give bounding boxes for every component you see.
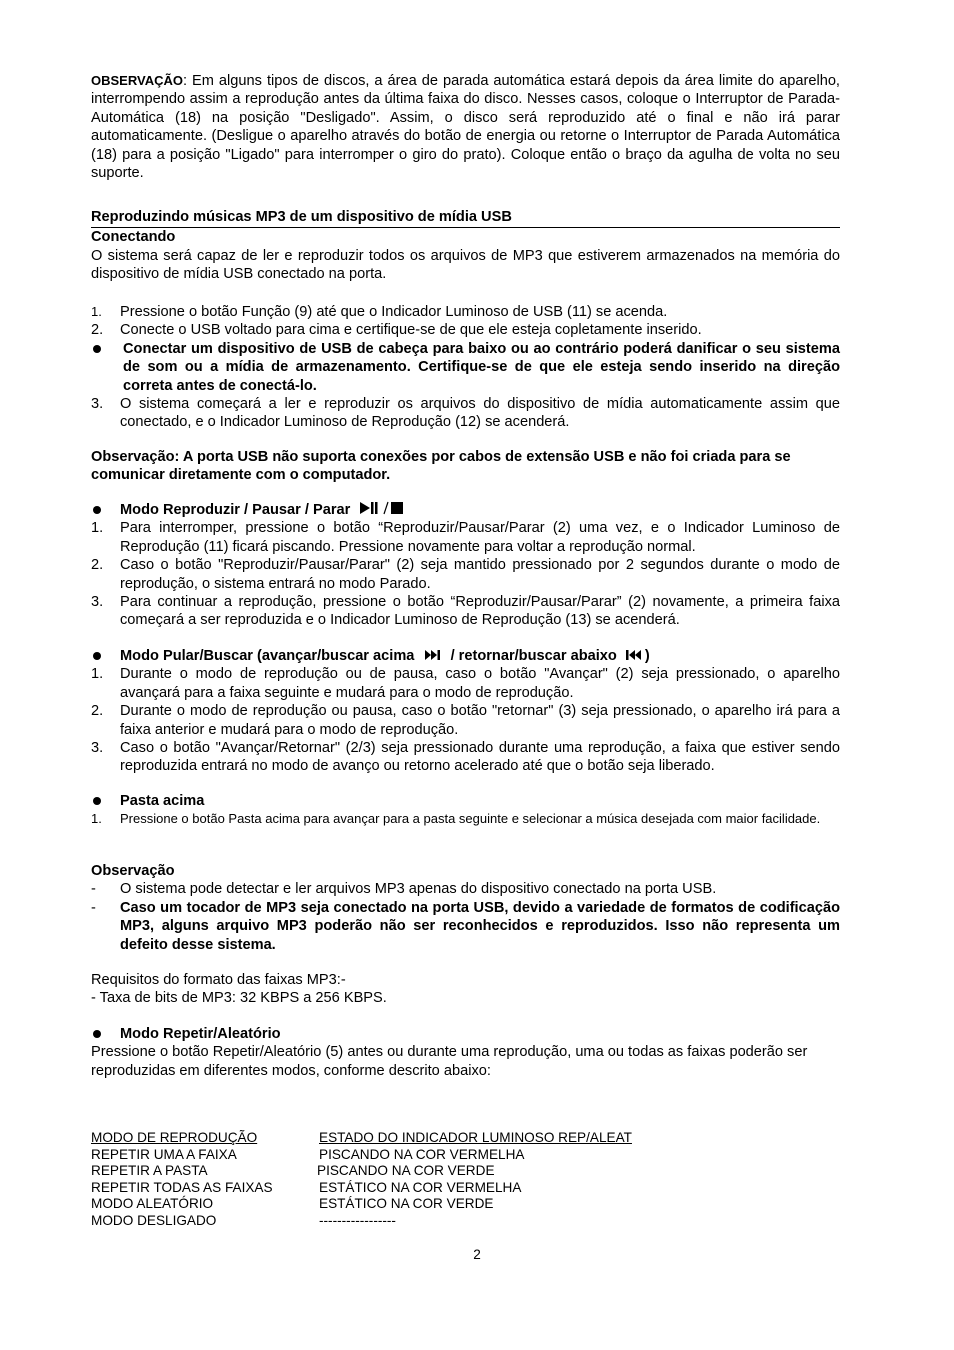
- item-number: 2.: [91, 322, 104, 339]
- list-item: [91, 556, 840, 593]
- table-cell: PISCANDO NA COR VERMELHA: [319, 1146, 525, 1162]
- warning-text: Conectar um dispositivo de USB de cabeça para baixo ou ao contrário poderá danificar o seu sistema de som ou a mídia de armazenamento. Certifique-se de que ele esteja sendo inserido na direção correta antes de conectá-lo.: [123, 340, 840, 394]
- connecting-text: O sistema será capaz de ler e reproduzir todos os arquivos de MP3 que estiverem armazenados na memória do dispositivo de mídia USB conectado na porta.: [91, 247, 840, 283]
- bullet-icon: [93, 506, 101, 514]
- table-cell: -----------------: [319, 1212, 396, 1228]
- section-heading: Reproduzindo músicas MP3 de um dispositivo de mídia USB: [91, 208, 840, 228]
- table-cell: ESTÁTICO NA COR VERMELHA: [319, 1179, 522, 1195]
- table-header: ESTADO DO INDICADOR LUMINOSO REP/ALEAT: [319, 1130, 632, 1145]
- usb-note: [91, 448, 840, 485]
- list-item: [91, 593, 840, 630]
- observation-text: : Em alguns tipos de discos, a área de parada automática estará depois da área limite do aparelho, interrompendo assim a reprodução antes da última faixa do disco. Nesses casos, coloque o Interruptor de Parada-Automática (18) na posição "Desligado". Assim, o disco será reproduzido até o final e não irá parar automaticamente. (Desligue o aparelho através do botão de energia ou retorne o Interruptor de Parada Automática (18) para a posição "Ligado" para interromper o giro do prato). Coloque então o braço da agulha de volta no seu suporte.: [91, 73, 840, 182]
- item-dash: -: [91, 881, 96, 898]
- list-item: [91, 665, 840, 702]
- repeat-mode-title: [91, 1025, 840, 1043]
- item-number: 1.: [91, 666, 104, 683]
- play-pause-stop-icon: [354, 501, 406, 515]
- play-mode-section: [91, 501, 840, 630]
- folder-up-section: [91, 792, 840, 827]
- observation-paragraph: [91, 72, 840, 182]
- requirements-section: [91, 971, 840, 1008]
- item-text: Para continuar a reprodução, pressione o botão “Reproduzir/Pausar/Parar” (2) novamente, a primeira faixa começará a ser reproduzida e o Indicador Luminoso de Reprodução (13) se acenderá.: [120, 594, 840, 629]
- item-text: Caso um tocador de MP3 seja conectado na porta USB, devido a variedade de formatos de codificação MP3, alguns arquivo MP3 poderão não ser reconhecidos e reproduzidos. Isso não representa um defeito desse sistema.: [120, 899, 840, 953]
- bullet-icon: [93, 797, 101, 805]
- bullet-icon: [93, 345, 101, 353]
- item-number: 2.: [91, 557, 104, 574]
- repeat-mode-section: [91, 1025, 840, 1080]
- table-cell: REPETIR A PASTA: [91, 1163, 208, 1179]
- table-header: MODO DE REPRODUÇÃO: [91, 1130, 258, 1145]
- play-mode-title: [91, 501, 840, 519]
- folder-up-title: [91, 792, 840, 810]
- item-number: 3.: [91, 396, 104, 413]
- item-text: O sistema começará a ler e reproduzir os arquivos do dispositivo de mídia automaticamente assim que conectado, e o Indicador Luminoso de Reprodução (12) se acenderá.: [120, 396, 840, 431]
- list-item: [91, 395, 840, 432]
- requirements-line-1: Requisitos do formato das faixas MP3:-: [91, 972, 346, 988]
- table-cell: MODO DESLIGADO: [91, 1212, 217, 1228]
- item-number: 3.: [91, 594, 104, 611]
- bullet-icon: [93, 1030, 101, 1038]
- skip-title-c: ): [644, 648, 650, 664]
- folder-up-title-text: Pasta acima: [120, 793, 205, 809]
- skip-forward-icon: [419, 649, 447, 661]
- usb-note-text: Observação: A porta USB não suporta conexões por cabos de extensão USB e não foi criada para se comunicar diretamente com o computador.: [91, 449, 791, 484]
- item-text: Pressione o botão Função (9) até que o Indicador Luminoso de USB (11) se acenda.: [120, 304, 668, 320]
- item-text: Caso o botão "Avançar/Retornar" (2/3) seja pressionado durante uma reprodução, a faixa que estiver sendo reproduzida entrará no modo de avanço ou retorno acelerado até que o botão seja liberado.: [120, 740, 840, 775]
- warning-item: [91, 340, 840, 395]
- skip-back-icon: [621, 649, 645, 661]
- list-item: [91, 321, 840, 339]
- list-item: [91, 880, 840, 898]
- repeat-mode-text: Pressione o botão Repetir/Aleatório (5) antes ou durante uma reprodução, uma ou todas as faixas poderão ser reproduzidas em diferentes modos, conforme descrito abaixo:: [91, 1044, 808, 1079]
- table-cell: PISCANDO NA COR VERDE: [317, 1163, 495, 1179]
- item-number: 1.: [91, 304, 102, 319]
- table-cell: ESTÁTICO NA COR VERDE: [319, 1196, 494, 1212]
- skip-mode-section: [91, 647, 840, 776]
- skip-title-b: / retornar/buscar abaixo: [450, 648, 617, 664]
- table-cell: REPETIR TODAS AS FAIXAS: [91, 1179, 273, 1195]
- observation-label: OBSERVAÇÃO: [91, 73, 183, 88]
- item-text: Conecte o USB voltado para cima e certifique-se de que ele esteja copletamente inserido.: [120, 322, 702, 339]
- list-item: [91, 739, 840, 776]
- skip-mode-title: [91, 647, 840, 665]
- table-cell: REPETIR UMA A FAIXA: [91, 1146, 237, 1162]
- observation-2-title: Observação: [91, 863, 175, 879]
- item-number: 1.: [91, 811, 102, 827]
- item-number: 2.: [91, 703, 104, 720]
- skip-title-a: Modo Pular/Buscar (avançar/buscar acima: [120, 648, 415, 664]
- item-number: 3.: [91, 740, 104, 757]
- subheading-connecting: Conectando: [91, 229, 176, 246]
- usb-section: [91, 208, 840, 284]
- list-item: [91, 303, 840, 321]
- observation-2-section: [91, 862, 840, 954]
- item-text: Caso o botão "Reproduzir/Pausar/Parar" (2) seja mantido pressionado por 2 segundos durante o modo de reprodução, o sistema entrará no modo Parado.: [120, 557, 840, 592]
- page-number: 2: [473, 1247, 481, 1262]
- play-mode-title-text: Modo Reproduzir / Pausar / Parar: [120, 502, 351, 518]
- list-item: [91, 519, 840, 556]
- item-dash: -: [91, 899, 96, 916]
- item-text: Durante o modo de reprodução ou pausa, caso o botão "retornar" (3) seja pressionado, o aparelho irá para a faixa anterior e mudará para o modo de reprodução.: [120, 703, 840, 738]
- list-item: [91, 702, 840, 739]
- item-text: Para interromper, pressione o botão “Reproduzir/Pausar/Parar (2) uma vez, e o Indicador Luminoso de Reprodução (11) ficará piscando. Pressione novamente para voltar a reprodução normal.: [120, 520, 840, 555]
- usb-steps: [91, 303, 840, 432]
- repeat-mode-title-text: Modo Repetir/Aleatório: [120, 1026, 281, 1042]
- list-item: [91, 810, 840, 827]
- requirements-line-2: - Taxa de bits de MP3: 32 KBPS a 256 KBPS.: [91, 990, 387, 1007]
- item-text: Durante o modo de reprodução ou de pausa, caso o botão "Avançar" (2) seja pressionado, o aparelho avançará para a faixa seguinte e mudará para o modo de reprodução.: [120, 666, 840, 701]
- list-item: [91, 899, 840, 954]
- item-text: Pressione o botão Pasta acima para avançar para a pasta seguinte e selecionar a música desejada com maior facilidade.: [120, 811, 821, 827]
- item-number: 1.: [91, 520, 104, 537]
- table-cell: MODO ALEATÓRIO: [91, 1196, 214, 1212]
- bullet-icon: [93, 652, 101, 660]
- item-text: O sistema pode detectar e ler arquivos MP3 apenas do dispositivo conectado na porta USB.: [120, 881, 717, 898]
